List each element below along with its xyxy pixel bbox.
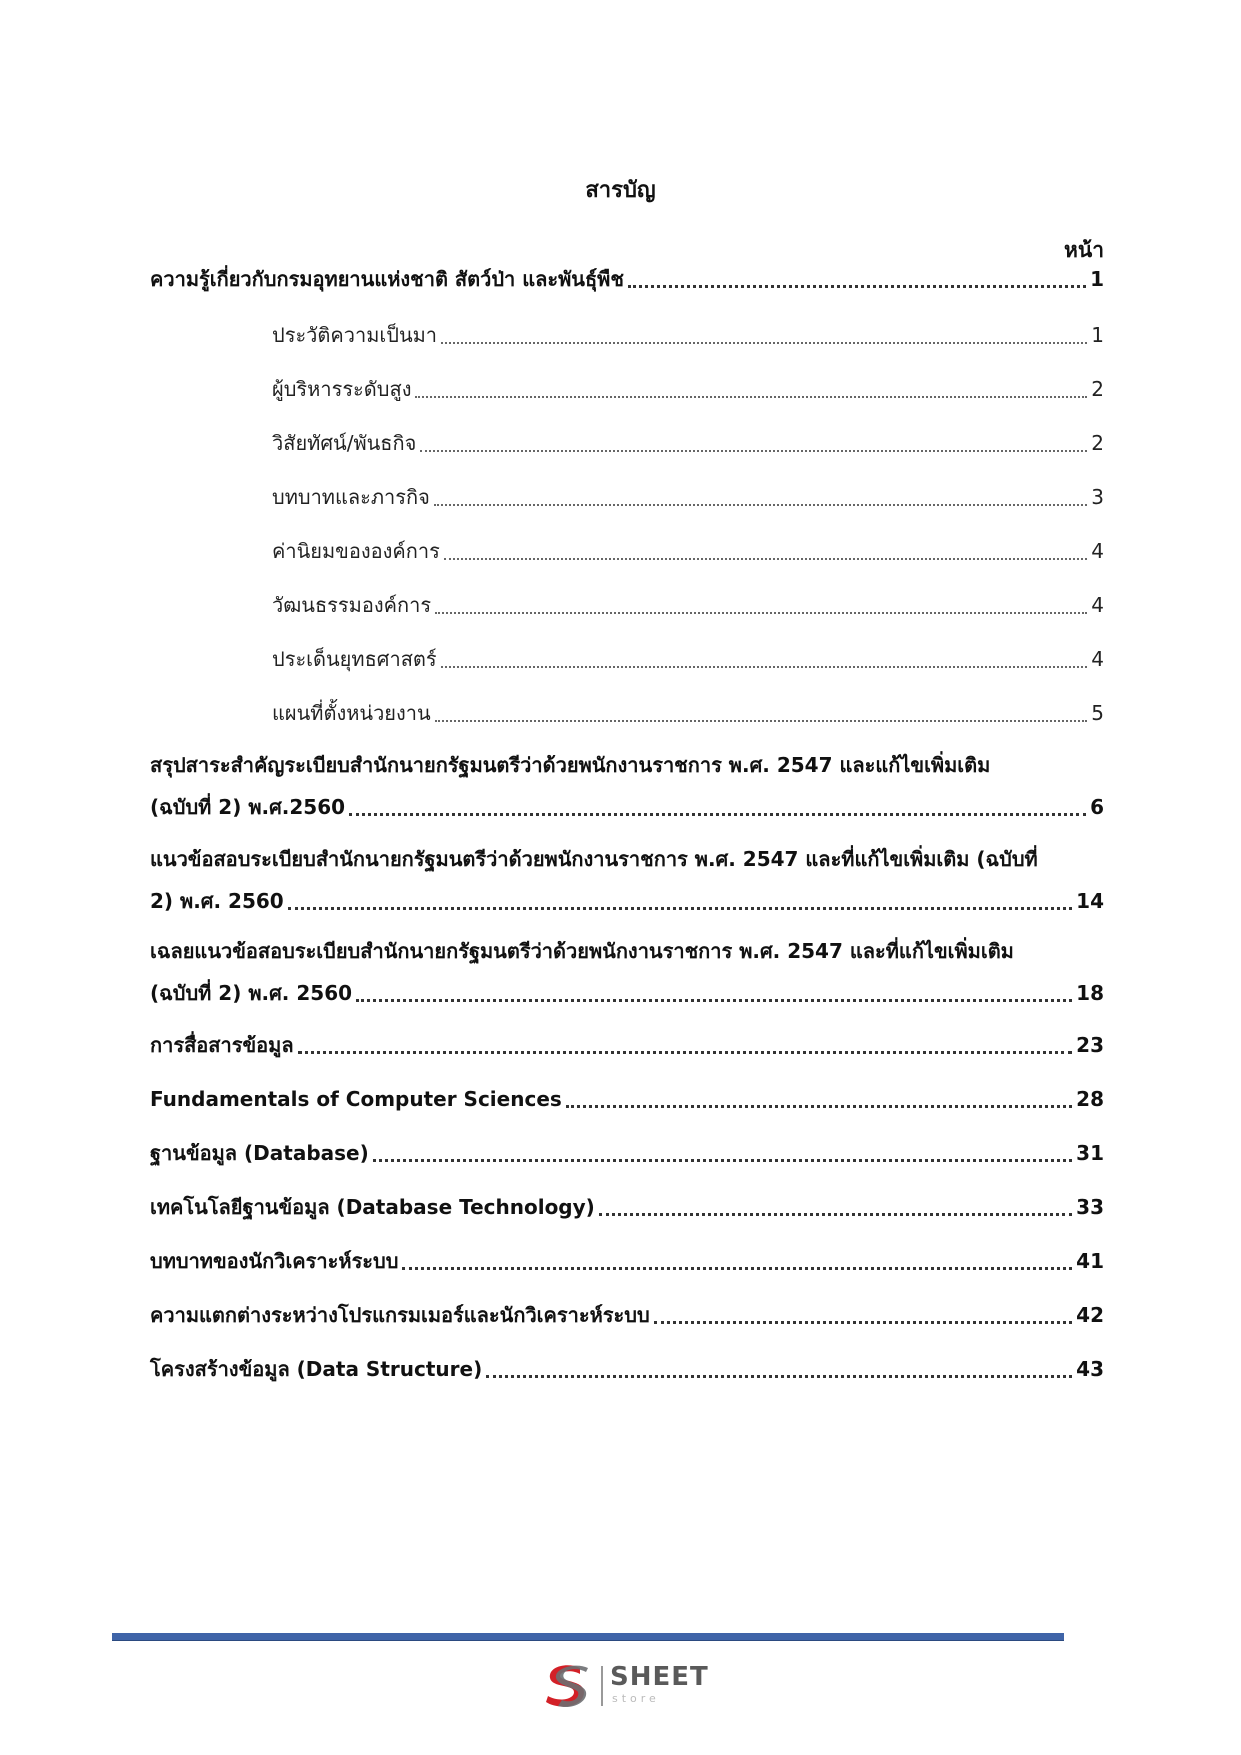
- toc-page-number: 23: [1076, 1033, 1104, 1057]
- toc-entry-line: [272, 534, 1104, 568]
- toc-page-number: 4: [1091, 647, 1104, 671]
- toc-entry-title: ค่านิยมขององค์การ: [272, 539, 440, 563]
- toc-page-number: 4: [1091, 593, 1104, 617]
- toc-entry-title: การสื่อสารข้อมูล: [150, 1033, 294, 1057]
- sheet-store-logo: [540, 1660, 710, 1712]
- toc-page-number: 28: [1076, 1087, 1104, 1111]
- logo-divider: [601, 1666, 603, 1706]
- toc-entry-title-line: แนวข้อสอบระเบียบสำนักนายกรัฐมนตรีว่าด้วยพนักงานราชการ พ.ศ. 2547 และที่แก้ไขเพิ่มเติม (ฉบับที่: [150, 847, 1038, 871]
- page-column-header: หน้า: [1064, 238, 1104, 262]
- toc-entry[interactable]: [272, 642, 1104, 676]
- toc-dot-leader: [298, 1028, 1073, 1062]
- toc-page-number: 33: [1076, 1195, 1104, 1219]
- toc-entry[interactable]: [272, 426, 1104, 460]
- toc-entry[interactable]: [150, 934, 1104, 1010]
- toc-entry-line: [150, 1298, 1104, 1332]
- toc-entry[interactable]: [150, 1190, 1104, 1224]
- toc-dot-leader: [599, 1190, 1072, 1224]
- toc-entry-line: [272, 480, 1104, 514]
- toc-entry[interactable]: [150, 1136, 1104, 1170]
- toc-page-number: 2: [1091, 431, 1104, 455]
- toc-entry-line: [272, 696, 1104, 730]
- toc-dot-leader: [349, 790, 1086, 824]
- toc-dot-leader: [373, 1136, 1072, 1170]
- toc-entry-title: บทบาทและภารกิจ: [272, 485, 430, 509]
- toc-entry[interactable]: [150, 1082, 1104, 1116]
- toc-entry-title: ความรู้เกี่ยวกับกรมอุทยานแห่งชาติ สัตว์ป่า และพันธุ์พืช: [150, 267, 624, 291]
- toc-entry-line: [150, 790, 1104, 824]
- toc-dot-leader: [288, 884, 1072, 918]
- toc-page-number: 43: [1076, 1357, 1104, 1381]
- toc-entry[interactable]: [150, 1298, 1104, 1332]
- toc-page-number: 3: [1091, 485, 1104, 509]
- toc-entry[interactable]: [150, 1352, 1104, 1386]
- toc-entry-title: ประวัติความเป็นมา: [272, 323, 438, 347]
- toc-page-number: 4: [1091, 539, 1104, 563]
- toc-entry-title-line: เฉลยแนวข้อสอบระเบียบสำนักนายกรัฐมนตรีว่าด้วยพนักงานราชการ พ.ศ. 2547 และที่แก้ไขเพิ่มเติม: [150, 939, 1014, 963]
- sheet-store-logo-icon: [540, 1660, 596, 1712]
- toc-page-number: 1: [1091, 323, 1104, 347]
- toc-page-number: 5: [1091, 701, 1104, 725]
- toc-entry-title: 2) พ.ศ. 2560: [150, 889, 284, 913]
- toc-entry-title: ผู้บริหารระดับสูง: [272, 377, 412, 401]
- toc-entry-line: [272, 318, 1104, 352]
- toc-dot-leader: [441, 642, 1088, 676]
- toc-entry-title: (ฉบับที่ 2) พ.ศ. 2560: [150, 981, 353, 1005]
- toc-dot-leader: [628, 262, 1086, 296]
- toc-entry-title: (ฉบับที่ 2) พ.ศ.2560: [150, 795, 346, 819]
- toc-dot-leader: [415, 372, 1087, 406]
- toc-entry[interactable]: [272, 534, 1104, 568]
- toc-entry[interactable]: [272, 372, 1104, 406]
- toc-entry-line: [150, 1028, 1104, 1062]
- toc-page-number: 6: [1090, 795, 1104, 819]
- toc-entry[interactable]: [272, 480, 1104, 514]
- toc-entry[interactable]: [150, 842, 1104, 918]
- toc-entry-title: แผนที่ตั้งหน่วยงาน: [272, 701, 431, 725]
- toc-entry[interactable]: [272, 318, 1104, 352]
- toc-entry-line: [150, 1244, 1104, 1278]
- toc-page-number: 1: [1090, 267, 1104, 291]
- toc-entry-line: [150, 976, 1104, 1010]
- toc-entry-line: [272, 642, 1104, 676]
- toc-entry[interactable]: [150, 262, 1104, 296]
- toc-dot-leader: [420, 426, 1087, 460]
- toc-entry-line: [150, 884, 1104, 918]
- logo-text: SHEET: [610, 1662, 709, 1692]
- logo-subtext: store: [612, 1692, 660, 1705]
- toc-entry[interactable]: [150, 748, 1104, 824]
- toc-entry-line: [272, 372, 1104, 406]
- toc-page-number: 31: [1076, 1141, 1104, 1165]
- toc-entry-line: [150, 1136, 1104, 1170]
- toc-entry[interactable]: [150, 1244, 1104, 1278]
- toc-entry[interactable]: [150, 1028, 1104, 1062]
- toc-entry-line: [150, 1082, 1104, 1116]
- toc-dot-leader: [486, 1352, 1072, 1386]
- toc-entry-line: [150, 1352, 1104, 1386]
- toc-dot-leader: [434, 480, 1087, 514]
- toc-dot-leader: [435, 696, 1088, 730]
- toc-entry-line: [272, 588, 1104, 622]
- toc-entry-title: ความแตกต่างระหว่างโปรแกรมเมอร์และนักวิเคราะห์ระบบ: [150, 1303, 650, 1327]
- toc-page-number: 14: [1076, 889, 1104, 913]
- toc-entry-title: ประเด็นยุทธศาสตร์: [272, 647, 437, 671]
- toc-entry-title: บทบาทของนักวิเคราะห์ระบบ: [150, 1249, 399, 1273]
- toc-page-number: 41: [1076, 1249, 1104, 1273]
- toc-entry[interactable]: [272, 588, 1104, 622]
- toc-dot-leader: [402, 1244, 1072, 1278]
- toc-dot-leader: [356, 976, 1072, 1010]
- toc-dot-leader: [566, 1082, 1072, 1116]
- toc-dot-leader: [435, 588, 1087, 622]
- toc-entry[interactable]: [272, 696, 1104, 730]
- toc-dot-leader: [441, 318, 1087, 352]
- toc-page-number: 2: [1091, 377, 1104, 401]
- toc-entry-title: ฐานข้อมูล (Database): [150, 1141, 369, 1165]
- toc-entry-title-line: สรุปสาระสำคัญระเบียบสำนักนายกรัฐมนตรีว่าด้วยพนักงานราชการ พ.ศ. 2547 และแก้ไขเพิ่มเติม: [150, 753, 991, 777]
- toc-dot-leader: [444, 534, 1087, 568]
- toc-entry-title: วัฒนธรรมองค์การ: [272, 593, 432, 617]
- toc-dot-leader: [654, 1298, 1072, 1332]
- toc-entry-line: [272, 426, 1104, 460]
- footer-rule: [112, 1633, 1064, 1641]
- toc-page-number: 18: [1076, 981, 1104, 1005]
- toc-entry-title: วิสัยทัศน์/พันธกิจ: [272, 431, 417, 455]
- toc-entry-line: [150, 1190, 1104, 1224]
- toc-page-number: 42: [1076, 1303, 1104, 1327]
- toc-entry-title: Fundamentals of Computer Sciences: [150, 1087, 562, 1111]
- toc-title: สารบัญ: [585, 178, 656, 203]
- toc-entry-title: เทคโนโลยีฐานข้อมูล (Database Technology): [150, 1195, 595, 1219]
- toc-entry-line: [150, 262, 1104, 296]
- toc-entry-title: โครงสร้างข้อมูล (Data Structure): [150, 1357, 483, 1381]
